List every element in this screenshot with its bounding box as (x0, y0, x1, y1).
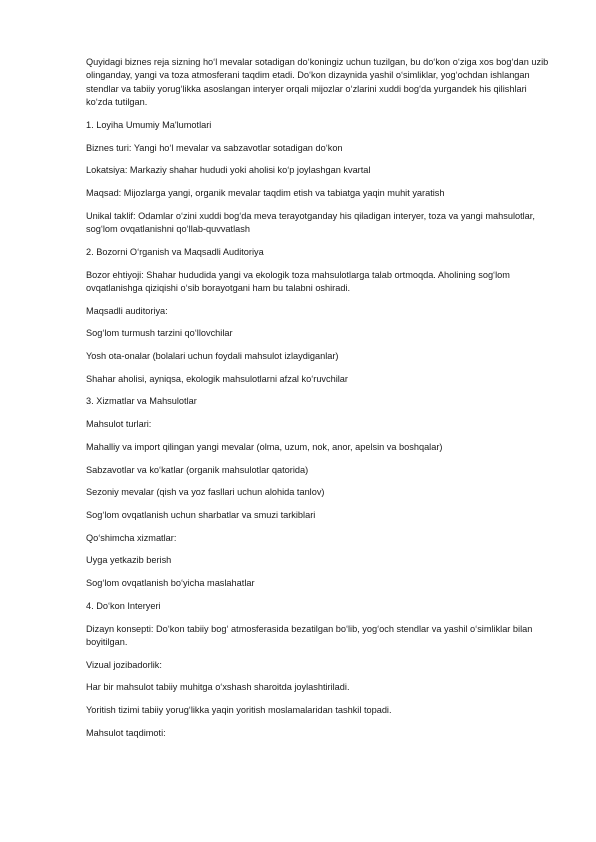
product-presentation-label: Mahsulot taqdimoti: (86, 727, 166, 738)
visual-item: Yoritish tizimi tabiiy yorug‘likka yaqin yoritish moslamalaridan tashkil topadi. (86, 705, 392, 716)
section-heading-2: 2. Bozorni O‘rganish va Maqsadli Auditoriya (86, 246, 264, 257)
visual-item: Har bir mahsulot tabiiy muhitga o‘xshash sharoitda joylashtiriladi. (86, 682, 350, 693)
location: Lokatsiya: Markaziy shahar hududi yoki aholisi ko‘p joylashgan kvartal (86, 165, 371, 176)
product-item: Sabzavotlar va ko‘katlar (organik mahsulotlar qatorida) (86, 464, 309, 475)
service-item: Sog‘lom ovqatlanish bo‘yicha maslahatlar (86, 578, 255, 589)
section-heading-3: 3. Xizmatlar va Mahsulotlar (86, 396, 197, 407)
product-types-label: Mahsulot turlari: (86, 419, 152, 430)
service-item: Uyga yetkazib berish (86, 555, 172, 566)
visual-appeal-label: Vizual jozibadorlik: (86, 659, 162, 670)
unique-offer: Unikal taklif: Odamlar o‘zini xuddi bog‘da meva terayotganday his qiladigan interyer, toza va yangi mahsulotlar, sog‘lom ovqatlanishni qo‘llab-quvvatlash (86, 210, 535, 235)
product-item: Sezoniy mevalar (qish va yoz fasllari uchun alohida tanlov) (86, 487, 325, 498)
goal: Maqsad: Mijozlarga yangi, organik mevalar taqdim etish va tabiatga yaqin muhit yaratish (86, 188, 445, 199)
design-concept: Dizayn konsepti: Do‘kon tabiiy bog‘ atmosferasida bezatilgan bo‘lib, yog‘och stendlar va yashil o‘simliklar bilan boyitilgan. (86, 623, 533, 647)
extra-services-label: Qo‘shimcha xizmatlar: (86, 532, 177, 543)
audience-item: Sog‘lom turmush tarzini qo‘llovchilar (86, 328, 233, 339)
document-page (86, 56, 552, 749)
section-heading-4: 4. Do‘kon Interyeri (86, 600, 161, 611)
target-audience-label: Maqsadli auditoriya: (86, 305, 168, 316)
product-item: Sog‘lom ovqatlanish uchun sharbatlar va smuzi tarkiblari (86, 509, 316, 520)
audience-item: Yosh ota-onalar (bolalari uchun foydali mahsulot izlaydiganlar) (86, 351, 339, 362)
business-type: Biznes turi: Yangi ho‘l mevalar va sabzavotlar sotadigan do‘kon (86, 142, 343, 153)
market-need: Bozor ehtiyoji: Shahar hududida yangi va ekologik toza mahsulotlarga talab ortmoqda. Aholining sog‘lom ovqatlanishga qiziqishi o‘sib borayotgani ham bu talabni oshiradi. (86, 269, 510, 293)
product-item: Mahalliy va import qilingan yangi mevalar (olma, uzum, nok, anor, apelsin va boshqalar) (86, 441, 443, 452)
section-heading-1: 1. Loyiha Umumiy Ma'lumotlari (86, 119, 212, 130)
intro-paragraph: Quyidagi biznes reja sizning ho‘l mevalar sotadigan do‘koningiz uchun tuzilgan, bu do‘kon o‘ziga xos bog‘dan uzib olinganday, yangi va toza atmosferani taqdim etadi. Do‘kon dizaynida yashil o‘simliklar, yog‘ochdan ishlangan stendlar va tabiiy yorug‘likka asoslangan interyer orqali mijozlar o‘zlarini xuddi bog‘da yurgandek his qilishlari ko‘zda tutilgan. (86, 57, 549, 108)
audience-item: Shahar aholisi, ayniqsa, ekologik mahsulotlarni afzal ko‘ruvchilar (86, 373, 348, 384)
